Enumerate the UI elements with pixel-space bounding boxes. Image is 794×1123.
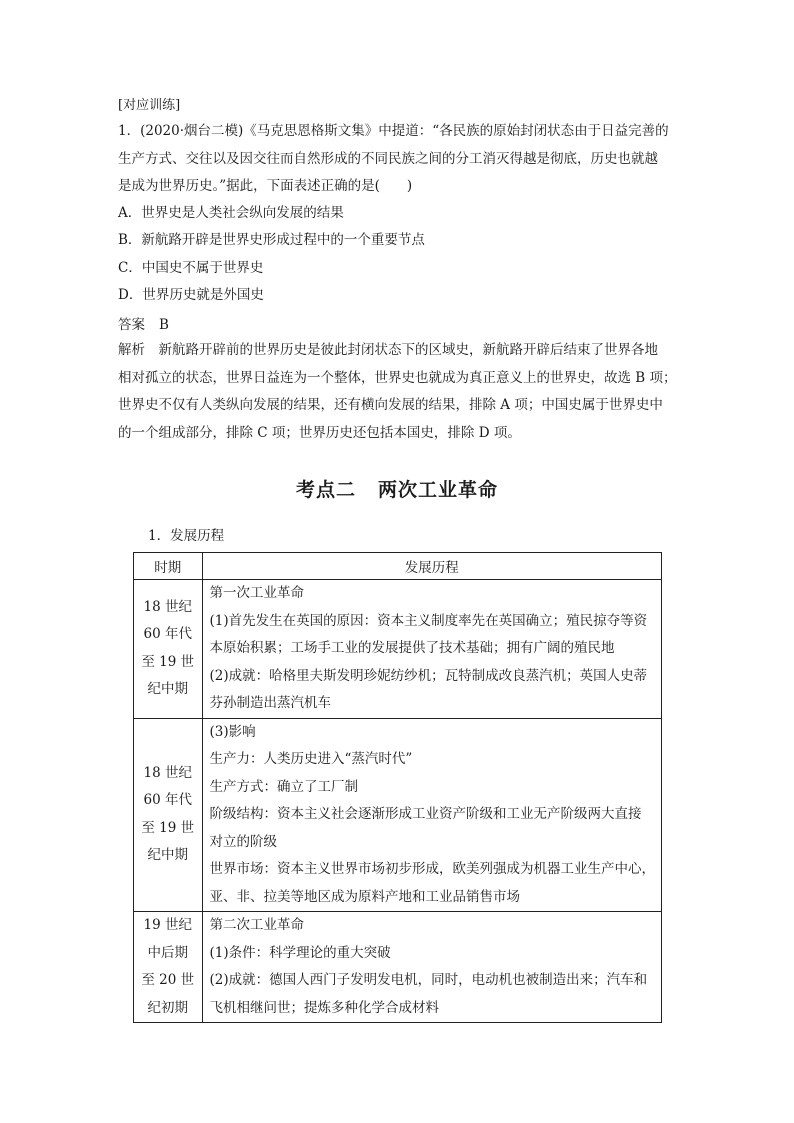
analysis-line: 相对孤立的状态，世界日益连为一个整体，世界史也就成为真正意义上的世界史，故选 B 项； <box>118 369 677 386</box>
period-cell: 18 世纪 60 年代 至 19 世 纪中期 <box>134 718 203 912</box>
answer-value: B <box>159 317 169 333</box>
content-cell: (3)影响 生产力：人类历史进入“蒸汽时代” 生产方式：确立了工厂制 阶级结构：资本主义社会逐渐形成工业资产阶级和工业无产阶级两大直接 对立的阶级 世界市场：资本主义世界市场初步形成，欧美列强成为机器工业生产中心， 亚、非、拉美等地区成为原料产地和工业品销售市场 <box>202 718 662 912</box>
content-cell: 第二次工业革命 (1)条件：科学理论的重大突破 (2)成就：德国人西门子发明发电机，同时，电动机也被制造出来；汽车和 飞机相继问世；提炼多种化学合成材料 <box>202 912 662 1023</box>
option-c: C．中国史不属于世界史 <box>118 260 264 276</box>
answer <box>118 312 169 339</box>
heading-title: 两次工业革命 <box>378 479 499 501</box>
question-line: 生产方式、交往以及因交往而自然形成的不同民族之间的分工消灭得越是彻底，历史也就越 <box>118 150 658 167</box>
subheading: 1．发展历程 <box>148 528 225 544</box>
question-stem <box>118 118 680 201</box>
analysis-line: 的一个组成部分，排除 C 项；世界历史还包括本国史，排除 D 项。 <box>118 424 521 441</box>
content-cell: 第一次工业革命 (1)首先发生在英国的原因：资本主义制度率先在英国确立；殖民掠夺等资 本原始积累；工场手工业的发展提供了技术基础；拥有广阔的殖民地 (2)成就：哈格里夫斯发明珍妮纺纱机；瓦特制成改良蒸汽机；英国人史蒂 芬孙制造出蒸汽机车 <box>202 580 662 719</box>
analysis-line: 世界史不仅有人类纵向发展的结果，还有横向发展的结果，排除 A 项；中国史属于世界史中 <box>118 397 663 414</box>
header-period: 时期 <box>134 553 203 580</box>
period-cell: 19 世纪 中后期 至 20 世 纪初期 <box>134 912 203 1023</box>
question-line: 1．(2020·烟台二模)《马克思恩格斯文集》中提道：“各民族的原始封闭状态由于日益完善的 <box>118 123 669 139</box>
section-tag: [对应训练] <box>118 98 181 113</box>
heading-number: 考点二 <box>295 479 356 501</box>
answer-label: 答案 <box>118 317 145 333</box>
table-row <box>134 912 662 1023</box>
table-row <box>134 580 662 719</box>
option-a: A．世界史是人类社会纵向发展的结果 <box>118 205 344 221</box>
period-cell: 18 世纪 60 年代 至 19 世 纪中期 <box>134 580 203 719</box>
option-d: D．世界历史就是外国史 <box>118 287 264 303</box>
header-progress: 发展历程 <box>202 553 662 580</box>
history-table <box>133 552 662 1023</box>
analysis <box>118 337 680 447</box>
section-heading <box>0 475 794 502</box>
question-line: 是成为世界历史。”据此，下面表述正确的是( ) <box>118 178 413 195</box>
table-header-row <box>134 553 662 580</box>
table-row <box>134 718 662 912</box>
option-b: B．新航路开辟是世界史形成过程中的一个重要节点 <box>118 232 425 248</box>
analysis-line: 解析 新航路开辟前的世界历史是彼此封闭状态下的区域史，新航路开辟后结束了世界各地 <box>118 342 658 358</box>
